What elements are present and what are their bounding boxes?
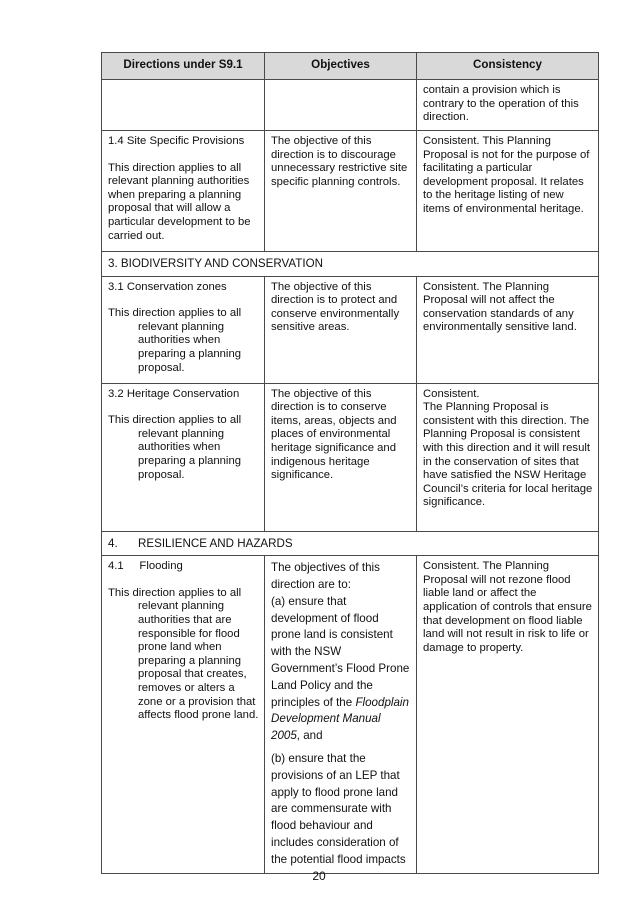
continuation-direction-cell: [102, 80, 265, 131]
direction-cell-4-1: [102, 556, 265, 873]
section-heading-3: 3. BIODIVERSITY AND CONSERVATION: [102, 252, 599, 277]
table-row-4-1: [102, 556, 599, 873]
objective-intro-4-1: The objectives of this direction are to:: [271, 561, 380, 591]
consistency-cell-1-4: Consistent. This Planning Proposal is not for the purpose of facilitating a particular development proposal. It relates to the heritage listing of new items of environmental heritage.: [417, 131, 599, 252]
header-consistency: Consistency: [417, 53, 599, 80]
header-objectives: Objectives: [265, 53, 417, 80]
section-4-heading: RESILIENCE AND HAZARDS: [138, 536, 293, 550]
continuation-objective-cell: [265, 80, 417, 131]
objective-a-4-1: [271, 594, 411, 745]
direction-title-text-4-1: Flooding: [139, 560, 183, 573]
objective-cell-3-2: The objective of this direction is to conserve items, areas, objects and places of environmental heritage significance and indigenous heritage significance.: [265, 383, 417, 531]
header-directions: Directions under S9.1: [102, 53, 265, 80]
section-row-4: [102, 531, 599, 556]
table-header-row: [102, 53, 599, 80]
table-row-3-1: [102, 276, 599, 383]
page-number: 20: [312, 869, 326, 883]
direction-cell-3-1: [102, 276, 265, 383]
table-row-3-2: [102, 383, 599, 531]
objective-cell-3-1: The objective of this direction is to protect and conserve environmentally sensitive areas.: [265, 276, 417, 383]
direction-desc-3-1: This direction applies to all relevant planning authorities when preparing a planning proposal.: [108, 307, 242, 374]
consistency-cell-3-2: [417, 383, 599, 531]
direction-desc-4-1: This direction applies to all relevant planning authorities that are responsible for flood prone land when preparing a planning proposal that creates, removes or alters a zone or a provision that affects flood prone land.: [108, 586, 259, 722]
table-row-1-4: [102, 131, 599, 252]
section-4-number: 4.: [108, 536, 118, 550]
direction-cell-1-4: [102, 131, 265, 252]
direction-title-1-4: 1.4 Site Specific Provisions: [108, 135, 245, 147]
table-row-continuation: [102, 80, 599, 131]
consistency-cell-4-1: Consistent. The Planning Proposal will not rezone flood liable land or affect the application of controls that ensure that development on flood liable land will not result in risk to life or damage to property.: [417, 556, 599, 873]
direction-title-3-1: 3.1 Conservation zones: [108, 280, 227, 293]
direction-desc-3-2: This direction applies to all relevant planning authorities when preparing a planning proposal.: [108, 414, 242, 481]
objective-cell-1-4: The objective of this direction is to discourage unnecessary restrictive site specific planning controls.: [265, 131, 417, 252]
s9-1-directions-table: [101, 52, 599, 874]
consistency-3-2-line1: Consistent.: [423, 387, 480, 400]
objective-a-prefix: (a) ensure that development of flood prone land is consistent with the NSW Government’s Flood Prone Land Policy and the principles of the: [271, 594, 410, 709]
section-row-3: [102, 252, 599, 277]
direction-number-4-1: 4.1: [108, 560, 124, 573]
objective-b-4-1: (b) ensure that the provisions of an LEP that apply to flood prone land are commensurate with flood behaviour and includes consideration of the potential flood impacts: [271, 751, 406, 866]
consistency-cell-3-1: Consistent. The Planning Proposal will not affect the conservation standards of any environmentally sensitive land.: [417, 276, 599, 383]
direction-desc-1-4: This direction applies to all relevant planning authorities when preparing a planning proposal that will allow a particular development to be carried out.: [108, 161, 251, 242]
objective-cell-4-1: [265, 556, 417, 873]
consistency-3-2-rest: The Planning Proposal is consistent with this direction. The Planning Proposal is consistent with this direction and it will result in the conservation of sites that have satisfied the NSW Heritage Council’s criteria for local heritage significance.: [423, 401, 593, 509]
continuation-consistency-cell: contain a provision which is contrary to the operation of this direction.: [417, 80, 599, 131]
section-heading-4: [102, 531, 599, 556]
direction-cell-3-2: [102, 383, 265, 531]
direction-title-3-2: 3.2 Heritage Conservation: [108, 387, 240, 400]
direction-title-4-1: [108, 560, 259, 574]
objective-a-manual-title: Floodplain Development Manual 2005: [271, 695, 409, 743]
objective-a-suffix: , and: [296, 729, 323, 743]
